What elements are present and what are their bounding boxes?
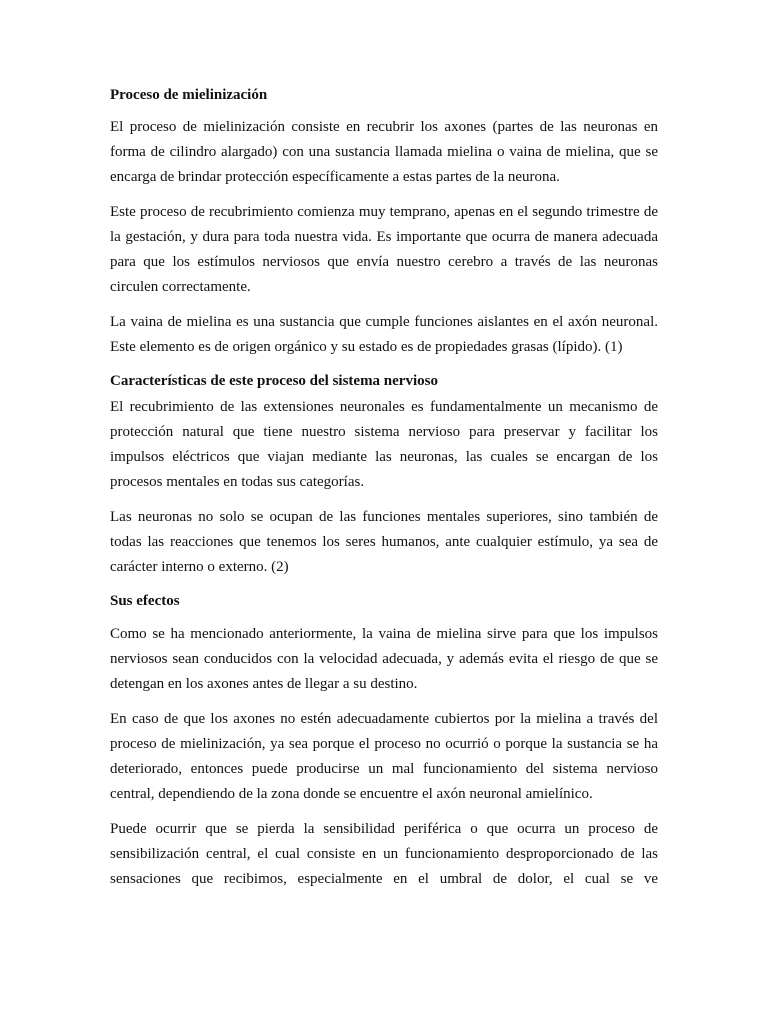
paragraph: Las neuronas no solo se ocupan de las funciones mentales superiores, sino también de todas las reacciones que tenemos los seres humanos, ante cualquier estímulo, ya sea de carácter interno o externo. (2) (110, 509, 658, 575)
section-heading-efectos: Sus efectos (110, 593, 180, 609)
section-heading-caracteristicas: Características de este proceso del sistema nervioso (110, 373, 438, 389)
paragraph: Puede ocurrir que se pierda la sensibilidad periférica o que ocurra un proceso de sensibilización central, el cual consiste en un funcionamiento desproporcionado de las sensaciones que recibimos, especialmente en el umbral de dolor, el cual se ve (110, 821, 658, 887)
document-body (110, 84, 658, 892)
paragraph: En caso de que los axones no estén adecuadamente cubiertos por la mielina a través del proceso de mielinización, ya sea porque el proceso no ocurrió o porque la sustancia se ha deteriorado, entonces puede producirse un mal funcionamiento del sistema nervioso central, dependiendo de la zona donde se encuentre el axón neuronal amielínico. (110, 711, 658, 802)
paragraph: Este proceso de recubrimiento comienza muy temprano, apenas en el segundo trimestre de la gestación, y dura para toda nuestra vida. Es importante que ocurra de manera adecuada para que los estímulos nerviosos que envía nuestro cerebro a través de las neuronas circulen correctamente. (110, 204, 658, 295)
paragraph: La vaina de mielina es una sustancia que cumple funciones aislantes en el axón neuronal. Este elemento es de origen orgánico y su estado es de propiedades grasas (lípido). (1) (110, 314, 658, 355)
paragraph: Como se ha mencionado anteriormente, la vaina de mielina sirve para que los impulsos nerviosos sean conducidos con la velocidad adecuada, y además evita el riesgo de que se detengan en los axones antes de llegar a su destino. (110, 626, 658, 692)
paragraph: El proceso de mielinización consiste en recubrir los axones (partes de las neuronas en forma de cilindro alargado) con una sustancia llamada mielina o vaina de mielina, que se encarga de brindar protección específicamente a estas partes de la neurona. (110, 119, 658, 185)
paragraph: El recubrimiento de las extensiones neuronales es fundamentalmente un mecanismo de protección natural que tiene nuestro sistema nervioso para preservar y facilitar los impulsos eléctricos que viajan mediante las neuronas, las cuales se encargan de los procesos mentales en todas sus categorías. (110, 399, 658, 490)
section-heading-mielinizacion: Proceso de mielinización (110, 87, 268, 103)
